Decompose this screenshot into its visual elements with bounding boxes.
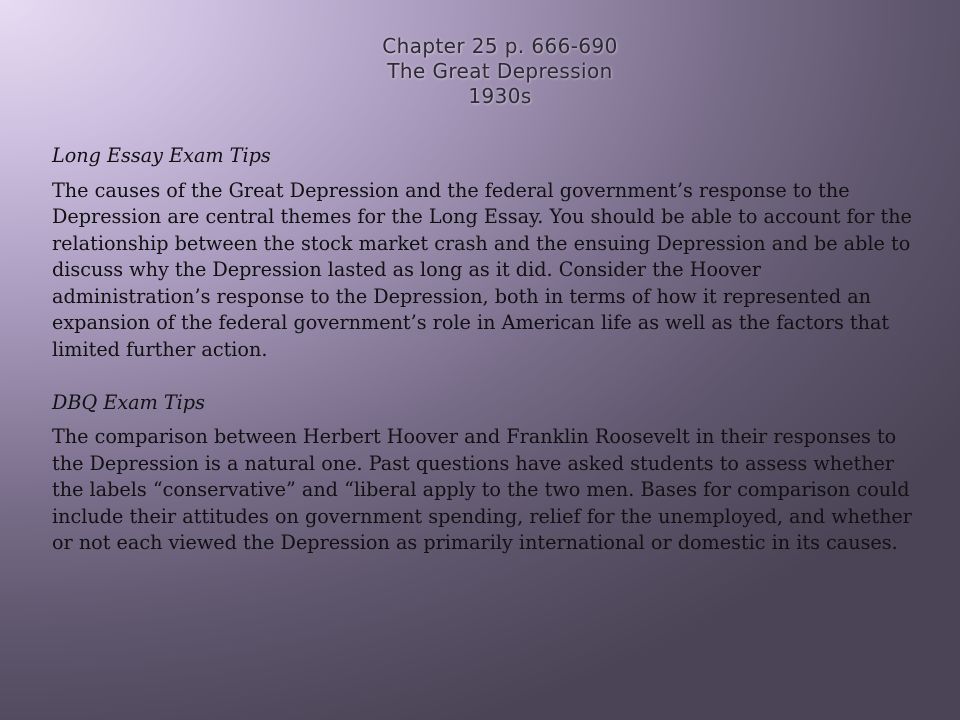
slide-title bbox=[200, 34, 800, 109]
title-line-chapter: Chapter 25 p. 666-690 bbox=[382, 34, 618, 58]
long-essay-heading: Long Essay Exam Tips bbox=[52, 144, 271, 167]
title-line-decade: 1930s bbox=[468, 84, 532, 108]
dbq-text: The comparison between Herbert Hoover and Franklin Roosevelt in their responses to the Depression is a natural one. Past questions have asked students to assess whether the labels “conservative” and “liberal apply to the two men. Bases for comparison could include their attitudes on government spending, relief for the unemployed, and whether or not each viewed the Depression as primarily international or domestic in its causes. bbox=[52, 425, 912, 554]
long-essay-text: The causes of the Great Depression and the federal government’s response to the Depression are central themes for the Long Essay. You should be able to account for the relationship between the stock market crash and the ensuing Depression and be able to discuss why the Depression lasted as long as it did. Consider the Hoover administration’s response to the Depression, both in terms of how it represented an expansion of the federal government’s role in American life as well as the factors that limited further action. bbox=[52, 178, 912, 361]
spacer bbox=[52, 363, 912, 390]
dbq-heading: DBQ Exam Tips bbox=[52, 390, 205, 414]
slide-body bbox=[52, 143, 912, 557]
title-line-topic: The Great Depression bbox=[387, 59, 613, 83]
